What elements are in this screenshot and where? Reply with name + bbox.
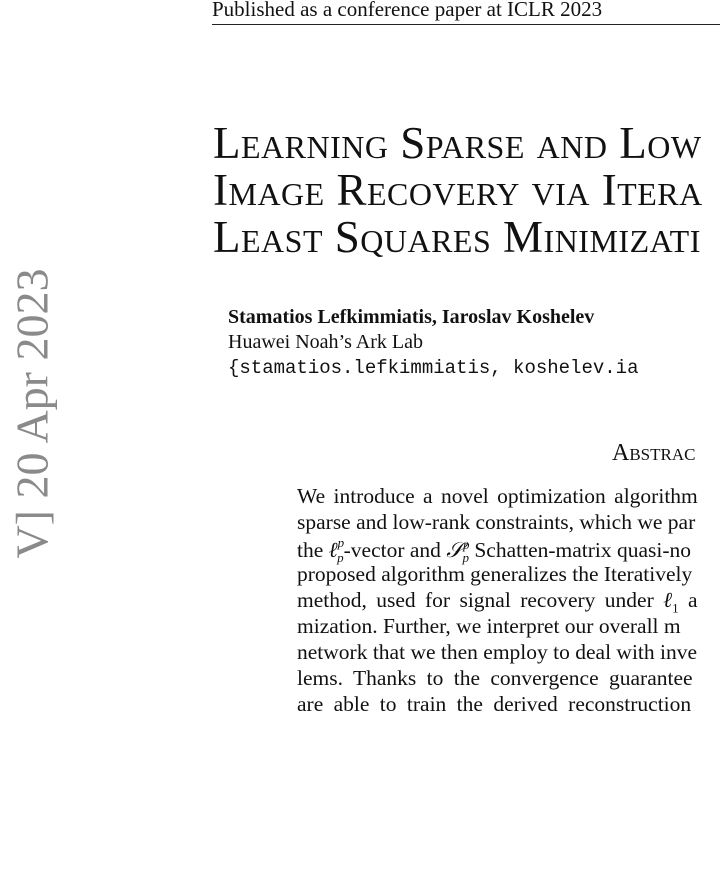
abstract-line: We introduce a novel optimization algorithm — [297, 484, 698, 508]
abstract-line: network that we then employ to deal with inve — [297, 640, 698, 664]
abstract-line: the ℓ$^p_p$-vector and 𝒮$^p_p$ Schatten-matrix quasi-no — [297, 535, 692, 566]
conference-header: Published as a conference paper at ICLR 2023 — [212, 0, 603, 21]
arxiv-stamp: V] 20 Apr 2023 — [6, 268, 58, 559]
authors: Stamatios Lefkimmiatis, Iaroslav Koshelev — [228, 306, 595, 328]
header-rule — [212, 24, 720, 25]
affiliation: Huawei Noah’s Ark Lab — [228, 331, 423, 353]
abstract-line: are able to train the derived reconstruction — [297, 692, 692, 716]
abstract-line: lems. Thanks to the convergence guarantee — [297, 666, 693, 690]
abstract-line: mization. Further, we interpret our overall m — [297, 614, 681, 638]
abstract-heading: Abstrac — [612, 440, 696, 466]
title-line-1: Learning Sparse and Low — [213, 118, 702, 168]
email: {stamatios.lefkimmiatis, koshelev.ia — [228, 357, 639, 379]
title-line-2: Image Recovery via Itera — [213, 165, 703, 215]
abstract-line: proposed algorithm generalizes the Iteratively — [297, 562, 693, 586]
abstract-line: sparse and low-rank constraints, which we par — [297, 510, 696, 534]
title-line-3: Least Squares Minimizati — [213, 212, 701, 262]
abstract-line: method, used for signal recovery under ℓ$_1$ a — [297, 588, 698, 616]
